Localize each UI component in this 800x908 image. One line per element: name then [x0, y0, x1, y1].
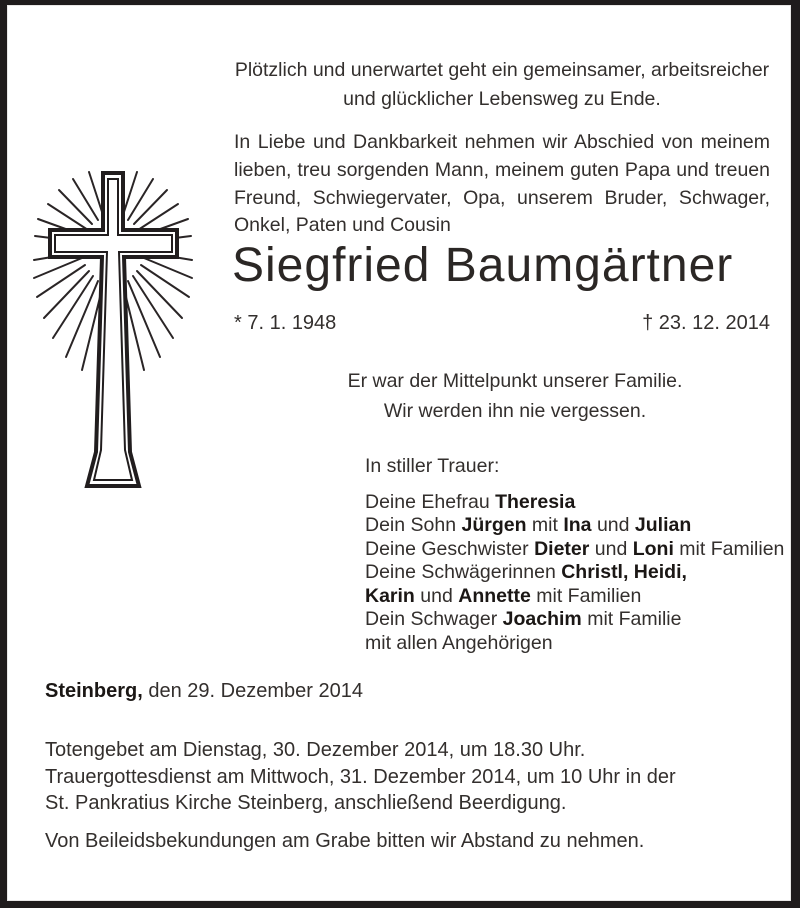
mourning-title: In stiller Trauer: [365, 455, 500, 477]
intro-text [234, 56, 770, 114]
mourner-text: Deine Ehefrau [365, 490, 496, 513]
mourner-line [365, 608, 784, 632]
deceased-name: Siegfried Baumgärtner [232, 239, 734, 292]
mourner-line [365, 561, 784, 585]
mourner-line [365, 585, 784, 609]
closing-note: Von Beileidsbekundungen am Grabe bitten wir Abstand zu nehmen. [45, 830, 645, 852]
life-dates [234, 312, 770, 335]
mourner-text: und [414, 584, 459, 607]
intro-line-2: und glücklicher Lebensweg zu Ende. [343, 88, 661, 110]
motto-text [234, 367, 770, 426]
mourner-name: Karin [365, 584, 415, 607]
birth-date: * 7. 1. 1948 [234, 312, 337, 334]
schedule-line-1: Totengebet am Dienstag, 30. Dezember 2014, um 18.30 Uhr. [45, 739, 586, 761]
mourner-text: mit Familien [530, 584, 642, 607]
mourner-text: mit [526, 514, 564, 536]
mourner-line [365, 514, 784, 538]
mourner-text: Deine Geschwister [365, 537, 535, 560]
mourner-name: Joachim [502, 608, 582, 630]
place-name: Steinberg, [45, 680, 143, 702]
mourner-line [365, 632, 784, 656]
mourning-section [365, 455, 784, 655]
mourner-text: Deine Schwägerinnen [365, 561, 562, 583]
death-date: † 23. 12. 2014 [642, 312, 770, 334]
mourner-text: mit Familien [673, 537, 785, 560]
mourner-text: Dein Sohn [365, 514, 462, 536]
date-text: den 29. Dezember 2014 [142, 680, 363, 702]
intro-line-1: Plötzlich und unerwartet geht ein gemeinsamer, arbeitsreicher [234, 59, 770, 81]
motto-line-1: Er war der Mittelpunkt unserer Familie. [347, 370, 683, 392]
mourner-name: Theresia [495, 490, 576, 513]
service-schedule [45, 737, 693, 817]
place-date-line [45, 680, 363, 703]
mourner-text: mit Familie [581, 608, 682, 630]
mourner-name: Julian [634, 514, 692, 536]
mourner-text: mit allen Angehörigen [365, 631, 553, 654]
announcement-text: In Liebe und Dankbarkeit nehmen wir Abschied von meinem lieben, treu sorgenden Mann, meinem guten Papa und treuen Freund, Schwiegervater, Opa, unserem Bruder, Schwager, Onkel, Paten und Cousin [234, 131, 770, 237]
mourner-line [365, 491, 784, 515]
cross-rays-illustration [20, 160, 220, 500]
mourner-name: Ina [563, 514, 592, 536]
obituary-page [7, 5, 791, 901]
motto-line-2: Wir werden ihn nie vergessen. [383, 399, 647, 422]
mourner-line [365, 538, 784, 562]
schedule-line-2: Trauergottesdienst am Mittwoch, 31. Dezember 2014, um 10 Uhr in der St. Pankratius Kirche Steinberg, anschließend Beerdigung. [45, 765, 676, 814]
mourner-name: Dieter [534, 537, 590, 560]
mourner-text: Dein Schwager [365, 608, 503, 630]
mourner-text: und [589, 537, 633, 560]
cross-icon [50, 173, 177, 486]
mourner-name: Annette [458, 584, 531, 607]
mourner-name: Loni [632, 537, 674, 560]
mourner-text: und [591, 514, 635, 536]
mourner-name: Jürgen [461, 514, 527, 536]
mourner-name: Christl, Heidi, [561, 561, 687, 583]
